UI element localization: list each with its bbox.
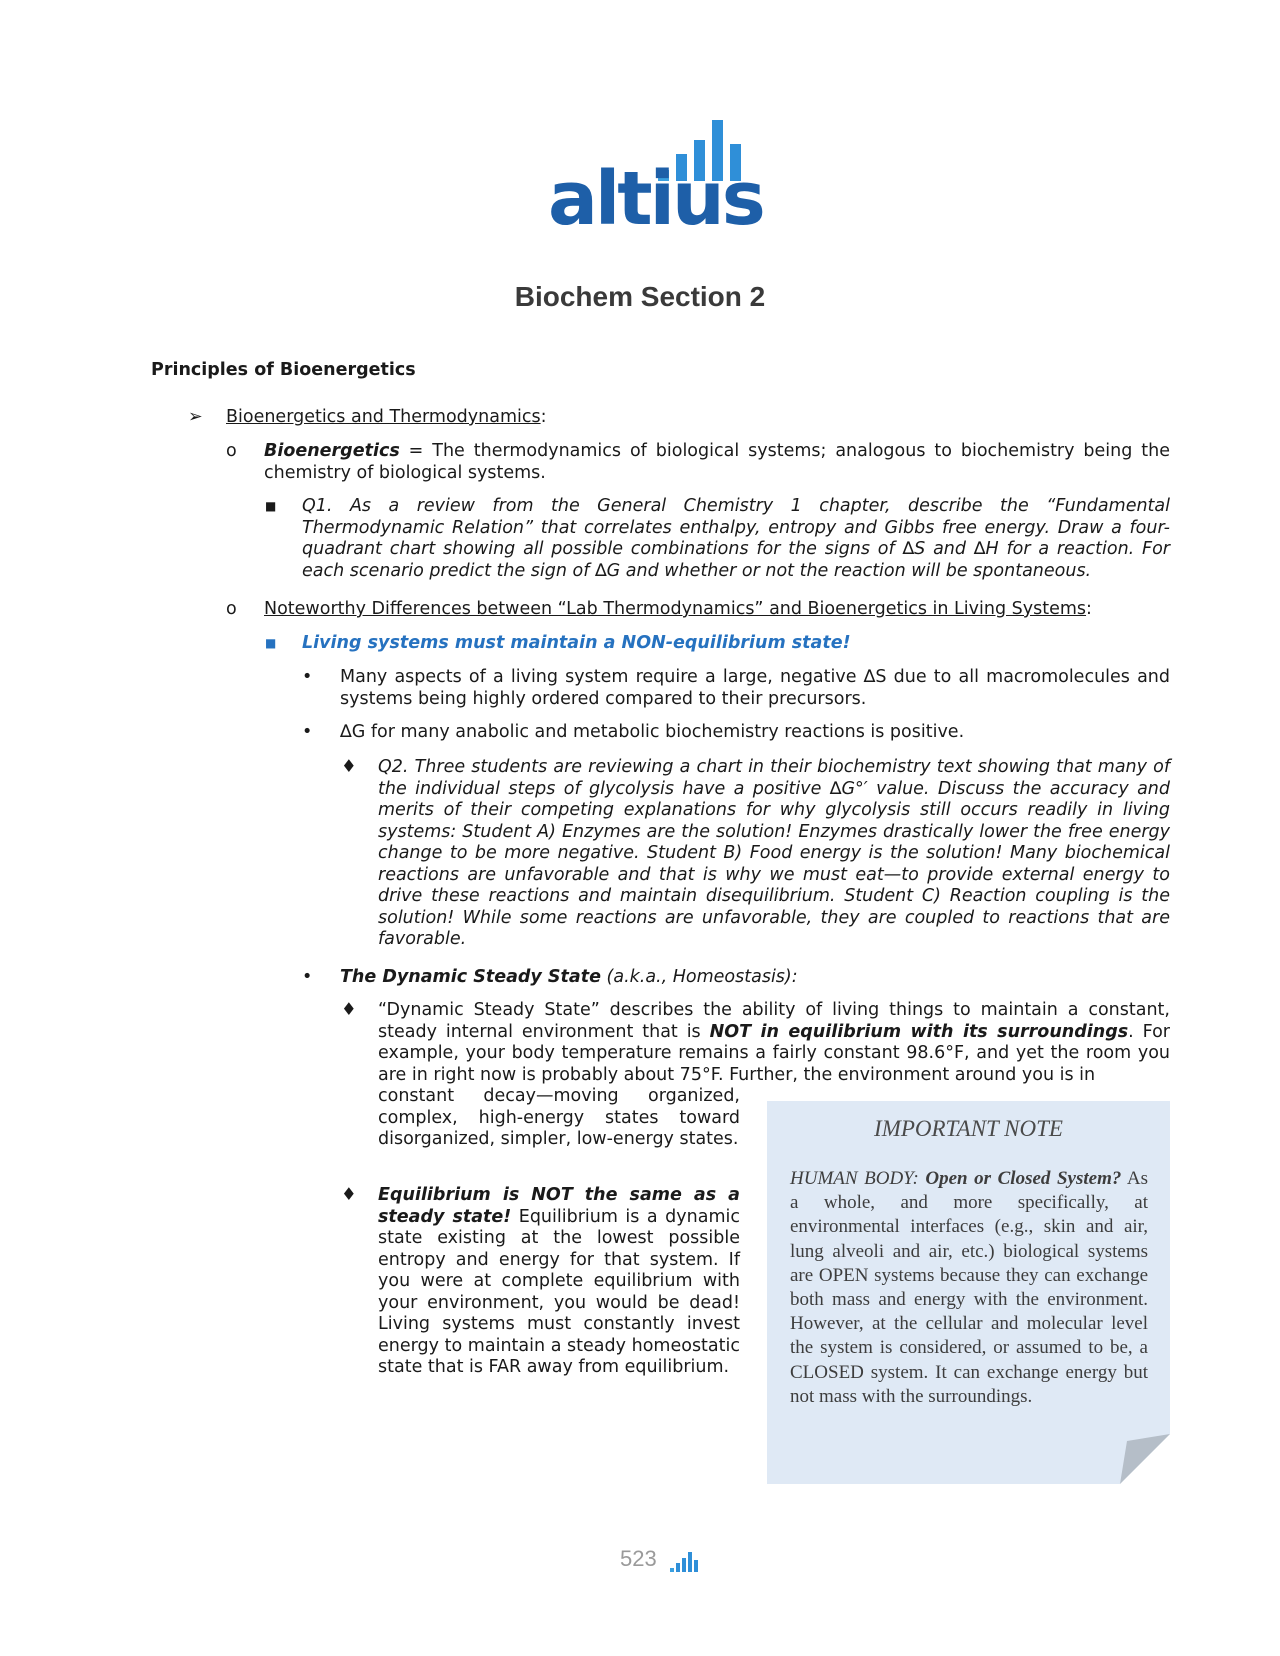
- section-heading: Principles of Bioenergetics: [151, 360, 416, 380]
- steady-state-paragraph-continued: constant decay—moving organized, complex, high-energy states toward disorganized, simpler, low-energy states.: [378, 1086, 740, 1149]
- bioenergetics-definition: Bioenergetics = The thermodynamics of biological systems; analogous to biochemistry being the chemistry of biological systems.: [264, 441, 1170, 483]
- page-number: 523: [620, 1546, 657, 1571]
- entropy-bullet: Many aspects of a living system require a large, negative ∆S due to all macromolecules and systems being highly ordered compared to their precursors.: [340, 667, 1170, 709]
- page-title: Biochem Section 2: [514, 281, 766, 312]
- note-body: HUMAN BODY: Open or Closed System? As a whole, and more specifically, at environmental interfaces (e.g., skin and air, lung alveoli and air, etc.) biological systems are OPEN systems because they can exchange both mass and energy with the environment. However, at the cellular and molecular level the system is considered, or assumed to be, a CLOSED system. It can exchange energy but not mass with the surroundings.: [790, 1168, 1148, 1407]
- diamond-bullet-icon: ♦: [341, 1185, 357, 1205]
- dot-bullet-icon: •: [302, 722, 313, 742]
- logo-wordmark: altius: [548, 156, 763, 242]
- square-bullet-icon: ■: [265, 499, 277, 513]
- arrow-bullet-icon: ➢: [188, 407, 203, 427]
- footer-bars-icon: [670, 1552, 700, 1574]
- square-bullet-icon: ■: [265, 636, 277, 650]
- dot-bullet-icon: •: [302, 967, 313, 987]
- steady-state-paragraph: “Dynamic Steady State” describes the ability of living things to maintain a constant, steady internal environment that is NOT in equilibrium with its surroundings. For example, your body temperature remains a fairly constant 98.6°F, and yet the room you are in right now is probably about 75°F. Further, the environment around you is in: [378, 1000, 1170, 1085]
- dot-bullet-icon: •: [302, 667, 313, 687]
- nonequilibrium-callout: Living systems must maintain a NON-equilibrium state!: [302, 633, 851, 653]
- circle-bullet-icon: o: [226, 599, 237, 619]
- diamond-bullet-icon: ♦: [341, 757, 357, 777]
- equilibrium-paragraph: Equilibrium is NOT the same as a steady state! Equilibrium is a dynamic state existing at the lowest possible entropy and energy for that system. If you were at complete equilibrium with your environment, you would be dead! Living systems must constantly invest energy to maintain a steady homeostatic state that is FAR away from equilibrium.: [378, 1185, 740, 1377]
- altius-logo: [548, 118, 770, 248]
- diamond-bullet-icon: ♦: [341, 1000, 357, 1020]
- circle-bullet-icon: o: [226, 441, 237, 461]
- delta-g-bullet: ∆G for many anabolic and metabolic biochemistry reactions is positive.: [340, 722, 965, 742]
- question-q2: Q2. Three students are reviewing a chart in their biochemistry text showing that many of the individual steps of glycolysis have a positive ∆G°′ value. Discuss the accuracy and merits of their competing explanations for why glycolysis still occurs readily in living systems: Student A) Enzymes are the solution! Enzymes drastically lower the free energy change to be more negative. Student B) Food energy is the solution! Many biochemical reactions are unfavorable and that is why we must eat—to provide external energy to drive these reactions and maintain disequilibrium. Student C) Reaction coupling is the solution! While some reactions are unfavorable, they are coupled to reactions that are favorable.: [378, 757, 1170, 949]
- differences-heading: Noteworthy Differences between “Lab Thermodynamics” and Bioenergetics in Living Systems:: [264, 599, 1092, 619]
- note-title: IMPORTANT NOTE: [874, 1116, 1063, 1141]
- steady-state-heading: The Dynamic Steady State (a.k.a., Homeostasis):: [340, 967, 798, 987]
- question-q1: Q1. As a review from the General Chemistry 1 chapter, describe the “Fundamental Thermodynamic Relation” that correlates enthalpy, entropy and Gibbs free energy. Draw a four-quadrant chart showing all possible combinations for the signs of ∆S and ∆H for a reaction. For each scenario predict the sign of ∆G and whether or not the reaction will be spontaneous.: [302, 496, 1170, 581]
- topic-heading: Bioenergetics and Thermodynamics:: [226, 407, 547, 427]
